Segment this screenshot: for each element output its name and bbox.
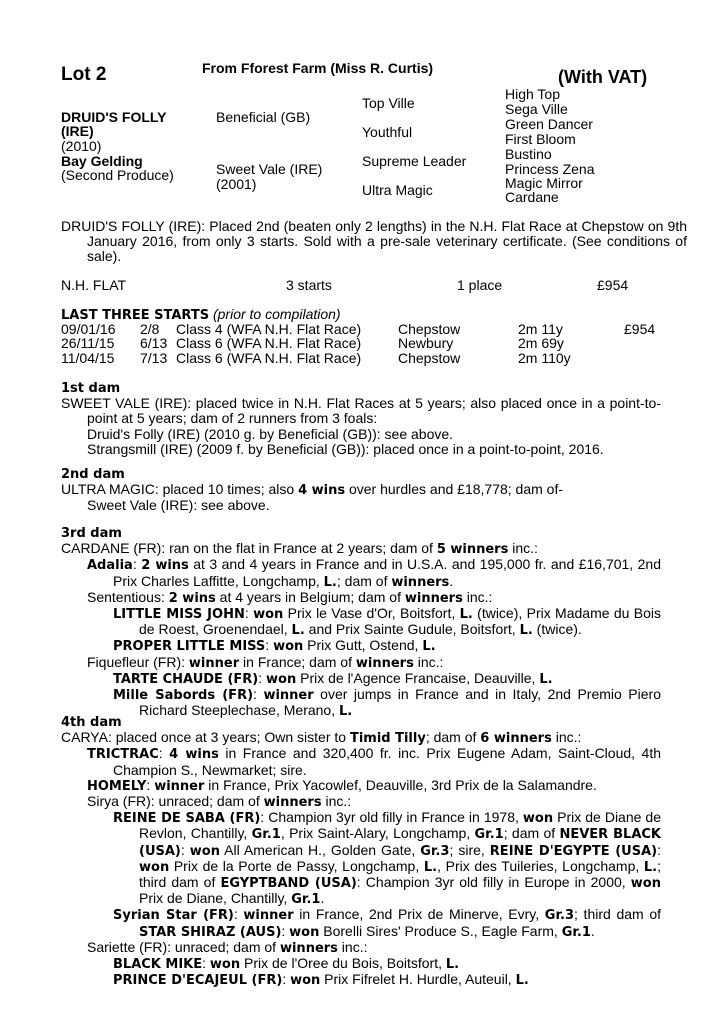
pedigree-gen3: Princess Zena <box>505 161 595 177</box>
horse-country: (IRE) <box>61 123 94 139</box>
section-heading: 4th dam <box>61 715 122 730</box>
start-distance: 2m 11y <box>518 321 563 337</box>
pedigree-gen2: Ultra Magic <box>362 182 433 198</box>
pedigree-gen3: Cardane <box>505 189 559 205</box>
start-date: 09/01/16 <box>61 321 116 337</box>
pedigree-gen3: Sega Ville <box>505 101 568 117</box>
start-race: Class 4 (WFA N.H. Flat Race) <box>176 321 362 337</box>
produce-entry: PROPER LITTLE MISS: won Prix Gutt, Ostend, L. <box>113 637 436 655</box>
produce-entry: Syrian Star (FR): winner in France, 2nd Prix de Minerve, Evry, Gr.3; third dam of STAR SHIRAZ (AUS): won Borelli Sires' Produce S., Eagle Farm, Gr.1. <box>113 906 662 940</box>
lot-number: Lot 2 <box>61 64 107 85</box>
pedigree-gen3: First Bloom <box>505 131 576 147</box>
foal-entry: Sweet Vale (IRE): see above. <box>87 497 270 514</box>
start-course: Newbury <box>398 335 454 351</box>
second-dam-section <box>61 467 661 514</box>
vat-status: (With VAT) <box>558 67 648 87</box>
section-heading: 1st dam <box>61 381 121 396</box>
start-course: Chepstow <box>398 321 461 337</box>
horse-sex: Bay Gelding <box>61 153 143 169</box>
produce-entry: Adalia: 2 wins at 3 and 4 years in France and in U.S.A. and 195,000 fr. and £16,701, 2nd Prix Charles Laffitte, Longchamp, L.; dam of winners. <box>87 556 662 590</box>
pedigree-gen3: Magic Mirror <box>505 175 583 191</box>
pedigree-gen3: Green Dancer <box>505 116 593 132</box>
start-date: 11/04/15 <box>61 350 115 366</box>
start-distance: 2m 110y <box>518 350 571 366</box>
record-earnings: £954 <box>597 277 629 293</box>
third-dam-section <box>61 526 661 719</box>
horse-year: (2010) <box>61 138 102 154</box>
pedigree-gen2: Top Ville <box>362 95 415 111</box>
vendor-line: From Fforest Farm (Miss R. Curtis) <box>202 60 434 76</box>
produce-entry: Mille Sabords (FR): winner over jumps in France and in Italy, 2nd Premio Piero Richard Steeplechase, Merano, L. <box>113 686 661 720</box>
produce-entry: Fiquefleur (FR): winner in France; dam of winners inc.: <box>87 653 444 671</box>
dam-description: ULTRA MAGIC: placed 10 times; also 4 wins over hurdles and £18,778; dam of- <box>61 481 564 499</box>
produce-entry: Sirya (FR): unraced; dam of winners inc.: <box>87 793 352 811</box>
horse-name: DRUID'S FOLLY <box>61 109 167 125</box>
section-heading: 3rd dam <box>61 526 122 541</box>
start-date: 26/11/15 <box>61 335 115 351</box>
produce-note: (Second Produce) <box>61 167 174 183</box>
start-race: Class 6 (WFA N.H. Flat Race) <box>176 335 362 351</box>
summary-paragraph: DRUID'S FOLLY (IRE): Placed 2nd (beaten only 2 lengths) in the N.H. Flat Race at Chepstow on 9th January 2016, from only 3 starts. Sold with a pre-sale veterinary certificate. (See conditions of sale). <box>61 218 687 265</box>
produce-entry: Sententious: 2 wins at 4 years in Belgium; dam of winners inc.: <box>87 588 493 606</box>
produce-entry: HOMELY: winner in France, Prix Yacowlef, Deauville, 3rd Prix de la Salamandre. <box>87 776 597 794</box>
pedigree-gen2: Supreme Leader <box>362 153 467 169</box>
start-position: 7/13 <box>140 350 168 366</box>
dam: Sweet Vale (IRE) <box>216 161 323 177</box>
section-heading: 2nd dam <box>61 467 125 482</box>
fourth-dam-section <box>61 715 661 988</box>
produce-entry: TARTE CHAUDE (FR): won Prix de l'Agence Francaise, Deauville, L. <box>113 669 553 687</box>
produce-entry: LITTLE MISS JOHN: won Prix le Vase d'Or, Boitsfort, L. (twice), Prix Madame du Bois de Roest, Groenendael, L. and Prix Sainte Gudule, Boitsfort, L. (twice). <box>113 605 662 639</box>
start-position: 2/8 <box>140 321 160 337</box>
sire: Beneficial (GB) <box>216 109 311 125</box>
start-distance: 2m 69y <box>518 335 564 351</box>
start-position: 6/13 <box>140 335 168 351</box>
produce-entry: PRINCE D'ECAJEUL (FR): won Prix Fifrelet H. Hurdle, Auteuil, L. <box>113 971 529 989</box>
produce-entry: BLACK MIKE: won Prix de l'Oree du Bois, Boitsfort, L. <box>113 955 460 973</box>
start-race: Class 6 (WFA N.H. Flat Race) <box>176 350 362 366</box>
dam-year: (2001) <box>216 176 257 192</box>
foal-entry: Strangsmill (IRE) (2009 f. by Beneficial (GB)): placed once in a point-to-point, 2016. <box>87 440 604 457</box>
record-places: 1 place <box>457 277 503 293</box>
pedigree-gen3: High Top <box>505 86 561 102</box>
produce-entry: TRICTRAC: 4 wins in France and 320,400 fr. inc. Prix Eugene Adam, Saint-Cloud, 4th Champion S., Newmarket; sire. <box>87 745 662 778</box>
record-type: N.H. FLAT <box>61 277 127 293</box>
produce-entry: REINE DE SABA (FR): Champion 3yr old filly in France in 1978, won Prix de Diane de Revlon, Chantilly, Gr.1, Prix Saint-Alary, Longchamp, Gr.1; dam of NEVER BLACK (USA): won All American H., Golden Gate, Gr.3; sire, REINE D'EGYPTE (USA): won Prix de la Porte de Passy, Longchamp, L., Prix des Tuileries, Longchamp, L.; third dam of EGYPTBAND (USA): Champion 3yr old filly in Europe in 2000, won Prix de Diane, Chantilly, Gr.1. <box>113 809 662 908</box>
pedigree-gen2: Youthful <box>362 124 413 140</box>
record-starts: 3 starts <box>286 277 332 293</box>
produce-entry: Sariette (FR): unraced; dam of winners inc.: <box>87 938 368 956</box>
first-dam-section <box>61 381 661 457</box>
dam-description: CARDANE (FR): ran on the flat in France at 2 years; dam of 5 winners inc.: <box>61 540 538 558</box>
dam-description: SWEET VALE (IRE): placed twice in N.H. Flat Races at 5 years; also placed once in a point-to-point at 5 years; dam of 2 runners from 3 foals: <box>61 395 661 427</box>
dam-description: CARYA: placed once at 3 years; Own sister to Timid Tilly; dam of 6 winners inc.: <box>61 729 582 747</box>
last-starts-heading: LAST THREE STARTS (prior to compilation) <box>61 306 341 323</box>
start-prize: £954 <box>624 321 656 337</box>
start-course: Chepstow <box>398 350 461 366</box>
pedigree-gen3: Bustino <box>505 146 552 162</box>
foal-entry: Druid's Folly (IRE) (2010 g. by Beneficial (GB)): see above. <box>87 425 454 442</box>
